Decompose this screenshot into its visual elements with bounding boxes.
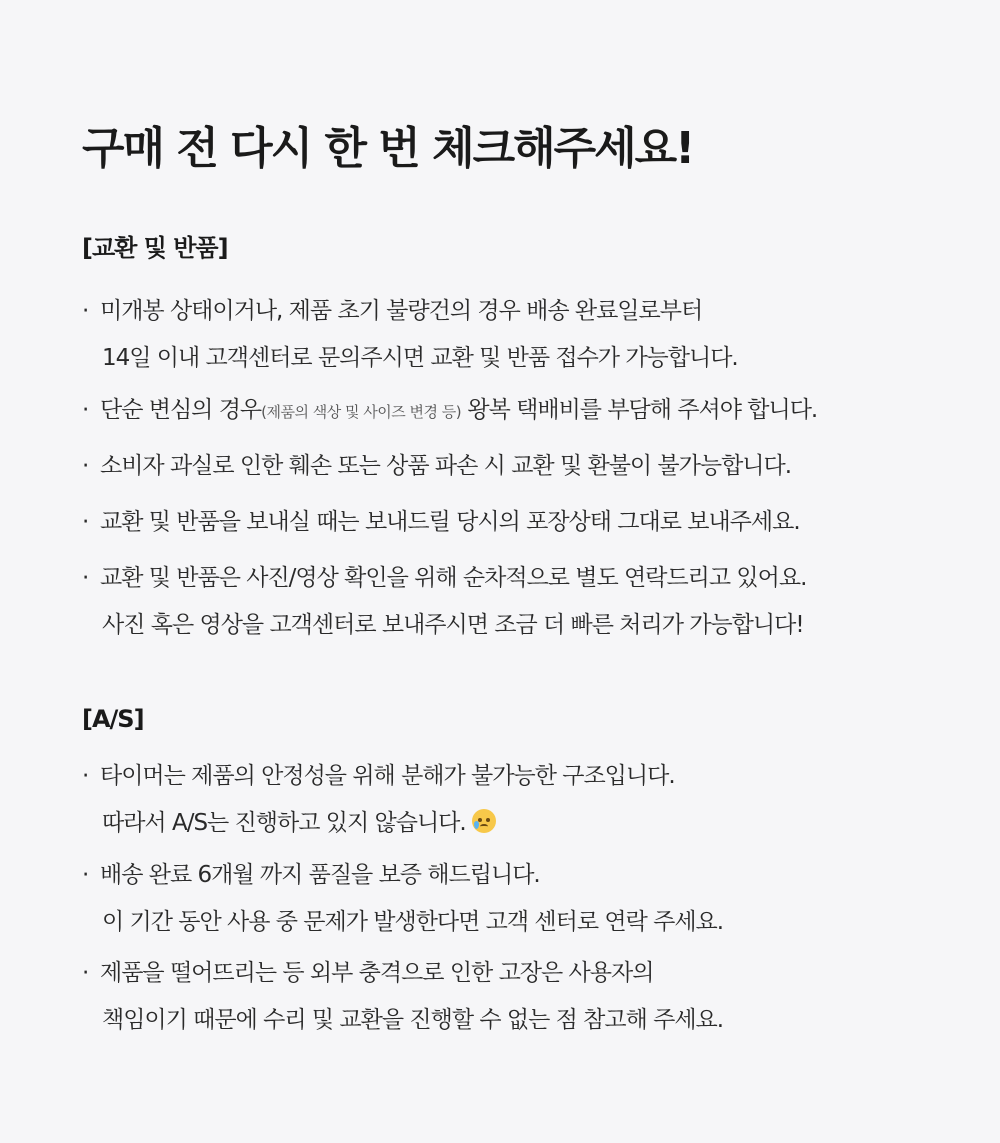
item-text-line2: 책임이기 때문에 수리 및 교환을 진행할 수 없는 점 참고해 주세요. [102, 1007, 724, 1033]
bullet: · [82, 763, 89, 789]
bullet: · [82, 298, 89, 324]
item-text: 배송 완료 6개월 까지 품질을 보증 해드립니다. [100, 862, 540, 888]
item-text: 교환 및 반품을 보내실 때는 보내드릴 당시의 포장상태 그대로 보내주세요. [100, 509, 800, 535]
item-text: 교환 및 반품은 사진/영상 확인을 위해 순차적으로 별도 연락드리고 있어요. [100, 565, 807, 591]
crying-face-icon [472, 809, 496, 833]
bullet: · [82, 397, 89, 423]
exchange-item-5 [82, 555, 806, 649]
item-text: 제품을 떨어뜨리는 등 외부 충격으로 인한 고장은 사용자의 [100, 960, 654, 986]
item-text: 타이머는 제품의 안정성을 위해 분해가 불가능한 구조입니다. [100, 763, 675, 789]
item-text: 미개봉 상태이거나, 제품 초기 불량건의 경우 배송 완료일로부터 [100, 298, 703, 324]
bullet: · [82, 960, 89, 986]
page-title: 구매 전 다시 한 번 체크해주세요! [82, 123, 694, 174]
bullet: · [82, 862, 89, 888]
item-note: (제품의 색상 및 사이즈 변경 등) [261, 403, 462, 421]
bullet: · [82, 453, 89, 479]
exchange-item-2 [82, 387, 817, 436]
item-text: 소비자 과실로 인한 훼손 또는 상품 파손 시 교환 및 환불이 불가능합니다. [100, 453, 792, 479]
item-text-line2: 사진 혹은 영상을 고객센터로 보내주시면 조금 더 빠른 처리가 가능합니다! [102, 612, 804, 638]
bullet: · [82, 565, 89, 591]
exchange-item-3 [82, 443, 791, 490]
exchange-item-1 [82, 288, 738, 382]
item-text-line2: 이 기간 동안 사용 중 문제가 발생한다면 고객 센터로 연락 주세요. [102, 909, 724, 935]
item-text-line2-text: 따라서 A/S는 진행하고 있지 않습니다. [102, 810, 466, 836]
as-item-1 [82, 753, 675, 847]
as-heading: [A/S] [82, 705, 144, 733]
bullet: · [82, 509, 89, 535]
exchange-item-4 [82, 499, 800, 546]
item-text-line2 [82, 800, 675, 847]
as-item-2 [82, 852, 723, 946]
item-text: 단순 변심의 경우 [100, 397, 262, 423]
exchange-heading: [교환 및 반품] [82, 234, 228, 262]
item-text-post: 왕복 택배비를 부담해 주셔야 합니다. [461, 397, 818, 423]
item-text-line2: 14일 이내 고객센터로 문의주시면 교환 및 반품 접수가 가능합니다. [102, 345, 738, 371]
as-item-3 [82, 950, 723, 1044]
